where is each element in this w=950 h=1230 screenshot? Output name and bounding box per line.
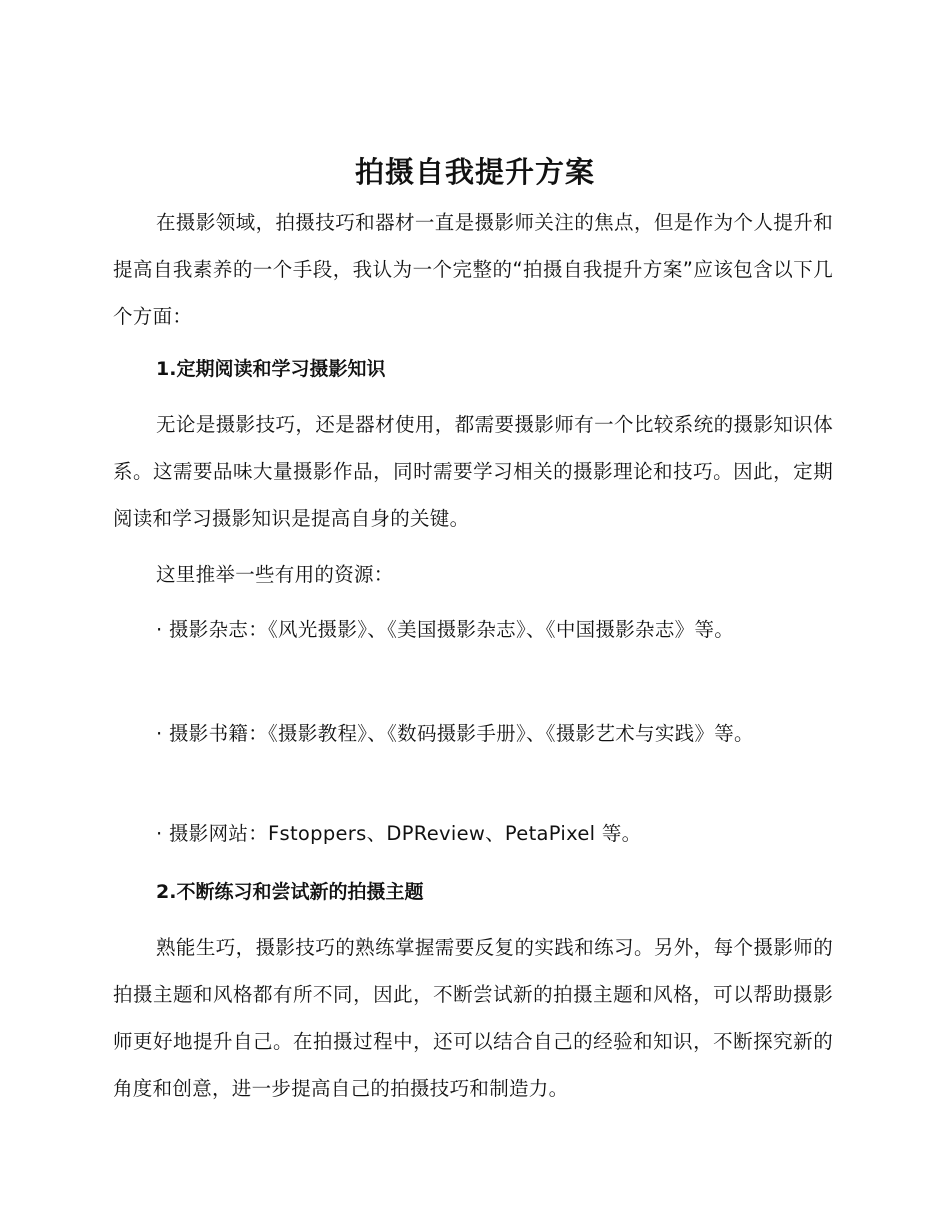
section-1-paragraph: 无论是摄影技巧，还是器材使用，都需要摄影师有一个比较系统的摄影知识体系。这需要品味大量摄影作品，同时需要学习相关的摄影理论和技巧。因此，定期阅读和学习摄影知识是提高自身的关键。 [113, 413, 833, 530]
section-2-paragraph: 熟能生巧，摄影技巧的熟练掌握需要反复的实践和练习。另外，每个摄影师的拍摄主题和风格都有所不同，因此，不断尝试新的拍摄主题和风格，可以帮助摄影师更好地提升自己。在拍摄过程中，还可以结合自己的经验和知识，不断探究新的角度和创意，进一步提高自己的拍摄技巧和制造力。 [113, 936, 833, 1100]
section-1-heading: 1.定期阅读和学习摄影知识 [156, 358, 386, 380]
bullet-websites: · 摄影网站：Fstoppers、DPReview、PetaPixel 等。 [156, 822, 642, 845]
bullet-magazines: · 摄影杂志：《风光摄影》、《美国摄影杂志》、《中国摄影杂志》等。 [156, 618, 735, 641]
bullet-books: · 摄影书籍：《摄影教程》、《数码摄影手册》、《摄影艺术与实践》等。 [156, 722, 754, 745]
section-2-heading: 2.不断练习和尝试新的拍摄主题 [156, 881, 424, 903]
document-title: 拍摄自我提升方案 [354, 155, 595, 189]
resources-intro: 这里推举一些有用的资源： [156, 563, 394, 586]
intro-paragraph: 在摄影领域，拍摄技巧和器材一直是摄影师关注的焦点，但是作为个人提升和提高自我素养的一个手段，我认为一个完整的“拍摄自我提升方案”应该包含以下几个方面： [113, 211, 833, 328]
